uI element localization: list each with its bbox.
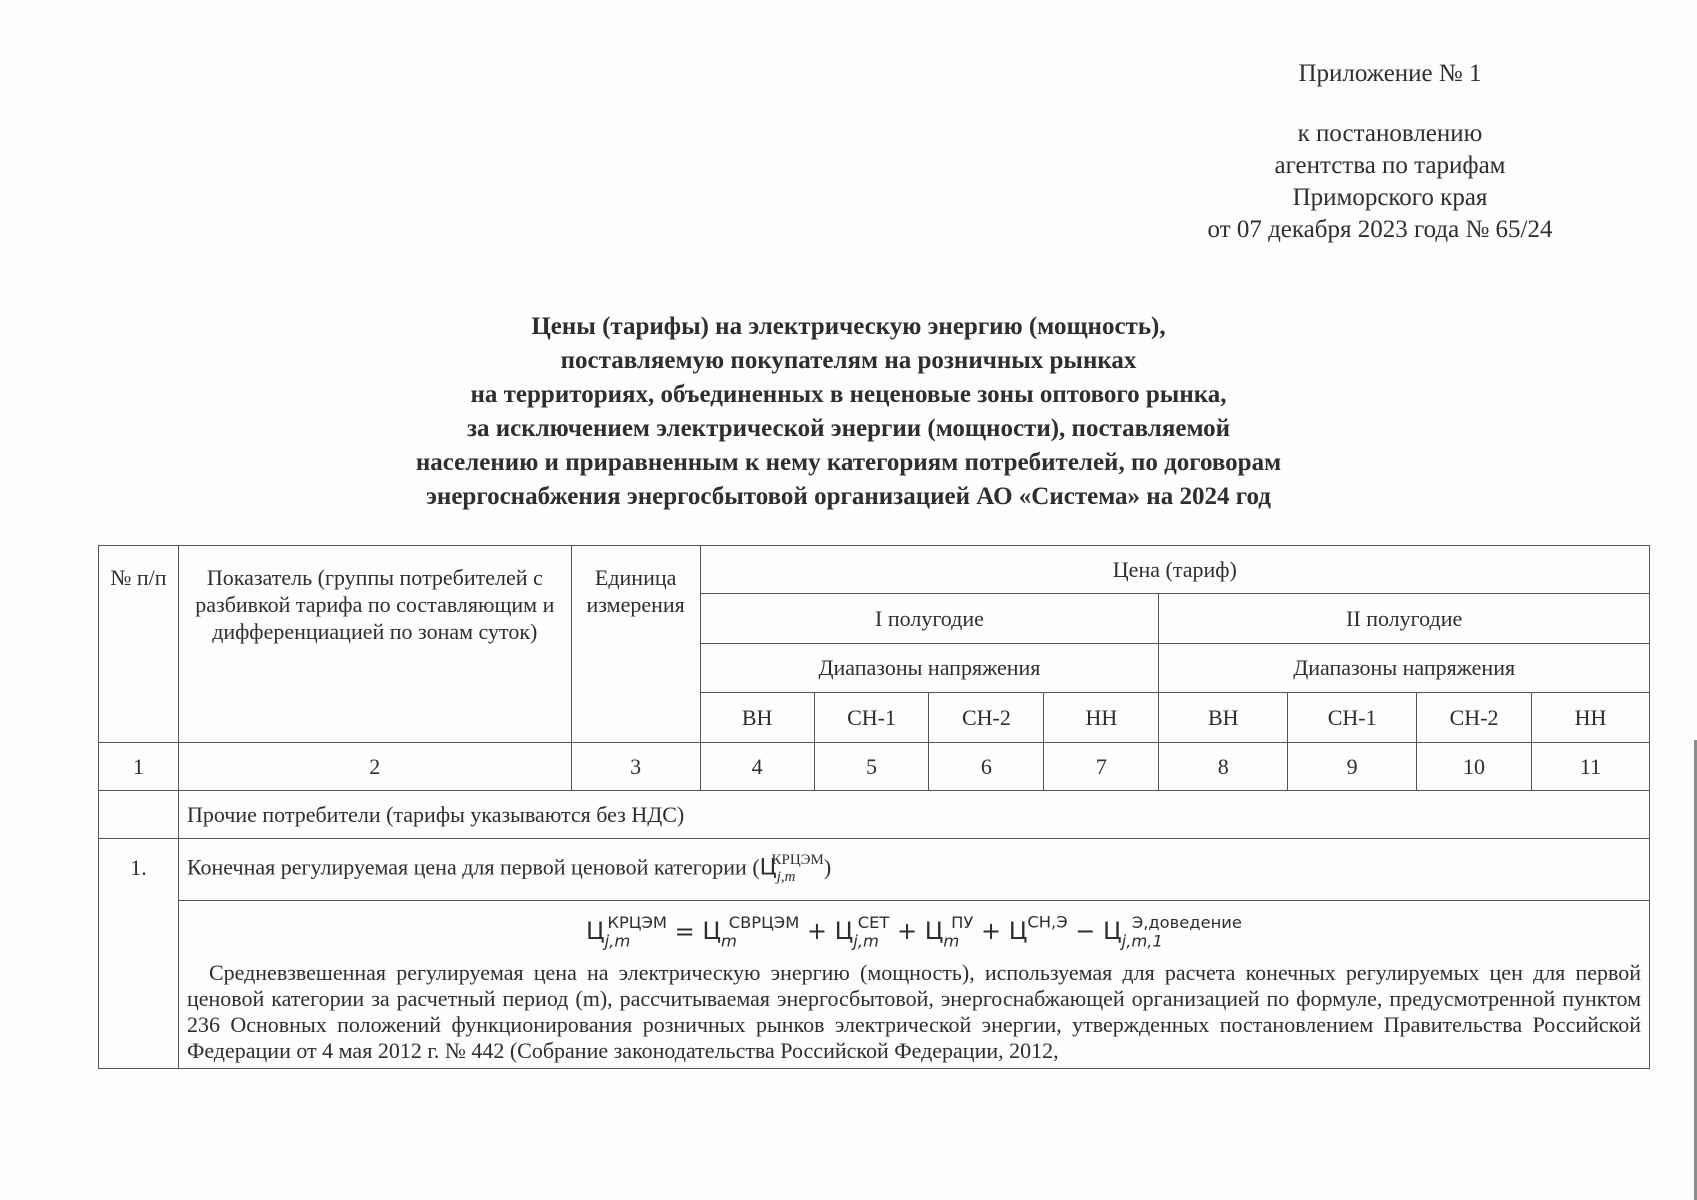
document-title — [0, 310, 1697, 514]
header-half-1: I полугодие — [700, 594, 1159, 644]
tariff-table — [98, 545, 1650, 1069]
row-number: 1. — [99, 839, 179, 1069]
header-num: № п/п — [99, 546, 179, 743]
title-line: поставляемую покупателям на розничных рынках — [560, 347, 1137, 374]
section-num-cell — [99, 791, 179, 839]
header-voltage-vn: ВН — [700, 693, 814, 743]
formula-term: − $Ц_{j,m,1}^{Э,доведение}$ — [1075, 913, 1242, 951]
header-voltage-ranges-1: Диапазоны напряжения — [700, 644, 1159, 693]
header-unit: Единица измерения — [571, 546, 700, 743]
column-number: 1 — [99, 743, 179, 791]
row-label-close: ) — [823, 854, 832, 880]
header-voltage-sn2: СН-2 — [1417, 693, 1532, 743]
header-half-2: II полугодие — [1159, 594, 1650, 644]
appendix-line: к постановлению — [1297, 120, 1483, 147]
formula-term: + $Ц_m^{ПУ}$ — [897, 913, 974, 951]
formula — [185, 901, 1643, 960]
title-line: на территориях, объединенных в неценовые зоны оптового рынка, — [470, 381, 1227, 408]
column-number: 7 — [1044, 743, 1159, 791]
title-line: населению и приравненным к нему категориям потребителей, по договорам — [415, 449, 1282, 476]
formula-cell — [178, 901, 1649, 1069]
column-number: 10 — [1417, 743, 1532, 791]
header-voltage-nn: НН — [1532, 693, 1650, 743]
column-number: 9 — [1288, 743, 1417, 791]
row-label-text: Конечная регулируемая цена для первой ценовой категории ( — [186, 854, 760, 880]
appendix-line: агентства по тарифам — [1274, 152, 1506, 179]
section-row — [99, 791, 1650, 839]
table-row — [99, 839, 1650, 901]
header-voltage-sn1: СН-1 — [1288, 693, 1417, 743]
column-number: 6 — [929, 743, 1044, 791]
section-label: Прочие потребители (тарифы указываются без НДС) — [178, 791, 1649, 839]
table-row — [99, 901, 1650, 1069]
title-line: энергоснабжения энергосбытовой организацией АО «Система» на 2024 год — [426, 483, 1271, 510]
header-voltage-vn: ВН — [1159, 693, 1288, 743]
column-number: 2 — [178, 743, 571, 791]
formula-term: $Ц_m^{СВРЦЭМ}$ — [702, 913, 800, 951]
column-number: 3 — [571, 743, 700, 791]
column-number: 5 — [814, 743, 929, 791]
description-paragraph: Средневзвешенная регулируемая цена на электрическую энергию (мощность), используемая для расчета конечных регулируемых цен для первой ценовой категории за расчетный период (m), рассчитываемая энергосбытовой, энергоснабжающей организацией по формуле, предусмотренной пунктом 236 Основных положений функционирования розничных рынков электрической энергии, утвержденных постановлением Правительства Российской Федерации от 4 мая 2012 г. № 442 (Собрание законодательства Российской Федерации, 2012, — [186, 959, 1641, 1063]
appendix-line: Приморского края — [1292, 184, 1488, 211]
appendix-heading: Приложение № 1 — [1298, 60, 1482, 87]
row-label-symbol: Ц — [759, 855, 777, 881]
row-label-subscript: j,m — [776, 869, 796, 886]
header-voltage-sn1: СН-1 — [814, 693, 929, 743]
header-voltage-sn2: СН-2 — [929, 693, 1044, 743]
column-number: 4 — [700, 743, 814, 791]
column-number: 8 — [1159, 743, 1288, 791]
appendix-line: от 07 декабря 2023 года № 65/24 — [1207, 216, 1553, 243]
header-price: Цена (тариф) — [700, 546, 1649, 594]
row-label — [178, 839, 1649, 901]
column-number: 11 — [1532, 743, 1650, 791]
title-line: за исключением электрической энергии (мощности), поставляемой — [466, 415, 1231, 442]
title-line: Цены (тарифы) на электрическую энергию (мощность), — [531, 313, 1166, 340]
column-number-row — [99, 743, 1650, 791]
formula-term: + $Ц_{j,m}^{СЕТ}$ — [806, 913, 890, 951]
appendix-block — [1180, 58, 1600, 246]
formula-equals: = — [674, 917, 695, 946]
row-label-superscript: КРЦЭМ — [771, 852, 824, 869]
header-voltage-ranges-2: Диапазоны напряжения — [1159, 644, 1650, 693]
header-voltage-nn: НН — [1044, 693, 1159, 743]
formula-lhs: $Ц_{j,m}^{КРЦЭМ}$ — [585, 913, 667, 951]
formula-term: + $Ц^{СН,Э}$ — [981, 913, 1068, 946]
header-indicator: Показатель (группы потребителей с разбивкой тарифа по составляющим и дифференциацией по зонам суток) — [178, 546, 571, 743]
